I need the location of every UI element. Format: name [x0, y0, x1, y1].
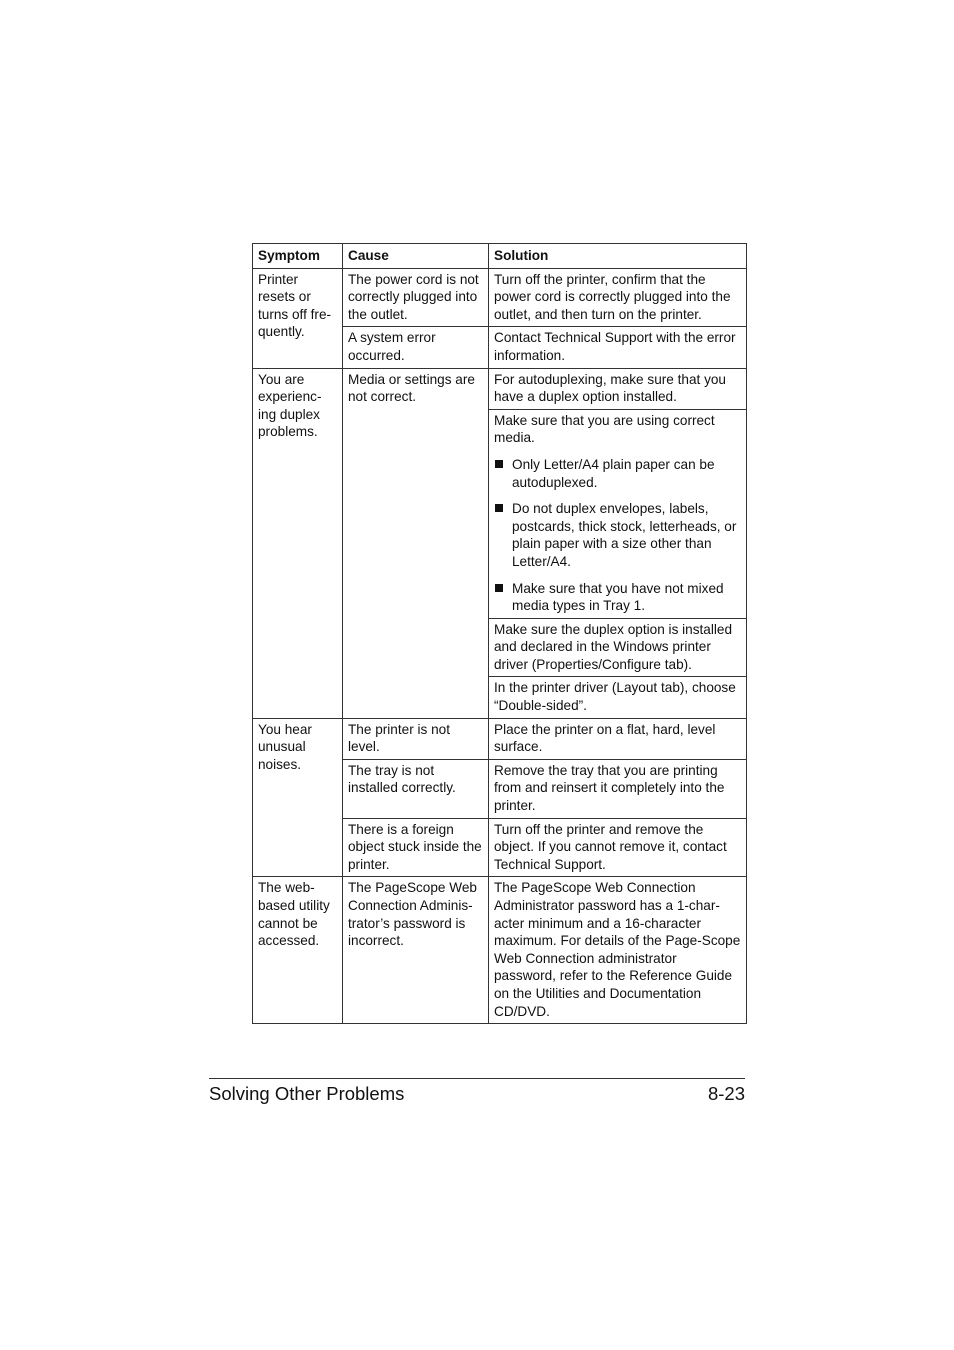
solution-cell: Place the printer on a flat, hard, level surface.: [489, 718, 747, 759]
cause-cell: Media or settings are not correct.: [343, 368, 489, 718]
symptom-cell: You are experienc-ing duplex problems.: [253, 368, 343, 718]
cause-cell: The power cord is not correctly plugged into the outlet.: [343, 268, 489, 327]
cause-cell: The PageScope Web Connection Adminis-trator’s password is incorrect.: [343, 877, 489, 1024]
solution-cell: For autoduplexing, make sure that you have a duplex option installed.: [489, 368, 747, 409]
solution-bullet-list: [494, 456, 742, 615]
solution-cell: Make sure the duplex option is installed and declared in the Windows printer driver (Properties/Configure tab).: [489, 618, 747, 677]
solution-cell: Turn off the printer and remove the object. If you cannot remove it, contact Technical Support.: [489, 818, 747, 877]
cause-cell: The printer is not level.: [343, 718, 489, 759]
list-item: [494, 500, 742, 570]
table-header-row: [253, 244, 747, 269]
table-row: [253, 718, 747, 759]
solution-cell: Turn off the printer, confirm that the power cord is correctly plugged into the outlet, and then turn on the printer.: [489, 268, 747, 327]
header-solution: Solution: [489, 244, 747, 269]
symptom-cell: Printer resets or turns off fre-quently.: [253, 268, 343, 368]
table-row: [253, 268, 747, 327]
symptom-cell: You hear unusual noises.: [253, 718, 343, 877]
square-bullet-icon: [495, 584, 503, 592]
bullet-text: Only Letter/A4 plain paper can be autoduplexed.: [512, 456, 715, 490]
footer-section-title: Solving Other Problems: [209, 1083, 405, 1104]
solution-cell: Remove the tray that you are printing from and reinsert it completely into the printer.: [489, 759, 747, 818]
square-bullet-icon: [495, 504, 503, 512]
square-bullet-icon: [495, 460, 503, 468]
table-row: [253, 368, 747, 409]
list-item: [494, 456, 742, 491]
cause-cell: The tray is not installed correctly.: [343, 759, 489, 818]
header-symptom: Symptom: [253, 244, 343, 269]
footer-divider: [209, 1078, 745, 1079]
solution-intro: Make sure that you are using correct media.: [494, 412, 715, 446]
table-row: [253, 877, 747, 1024]
solution-cell: In the printer driver (Layout tab), choose “Double-sided”.: [489, 677, 747, 718]
solution-cell: [489, 409, 747, 618]
list-item: [494, 580, 742, 615]
solution-cell: Contact Technical Support with the error information.: [489, 327, 747, 368]
cause-cell: A system error occurred.: [343, 327, 489, 368]
symptom-cell: The web-based utility cannot be accessed.: [253, 877, 343, 1024]
cause-cell: There is a foreign object stuck inside the printer.: [343, 818, 489, 877]
header-cause: Cause: [343, 244, 489, 269]
bullet-text: Make sure that you have not mixed media types in Tray 1.: [512, 580, 724, 614]
bullet-text: Do not duplex envelopes, labels, postcards, thick stock, letterheads, or plain paper with a size other than Letter/A4.: [512, 501, 737, 569]
footer-page-number: 8-23: [707, 1083, 745, 1104]
troubleshooting-table: [252, 243, 747, 1024]
solution-cell: The PageScope Web Connection Administrator password has a 1-char-acter minimum and a 16-character maximum. For details of the Page-Scope Web Connection administrator password, refer to the Reference Guide on the Utilities and Documentation CD/DVD.: [489, 877, 747, 1024]
